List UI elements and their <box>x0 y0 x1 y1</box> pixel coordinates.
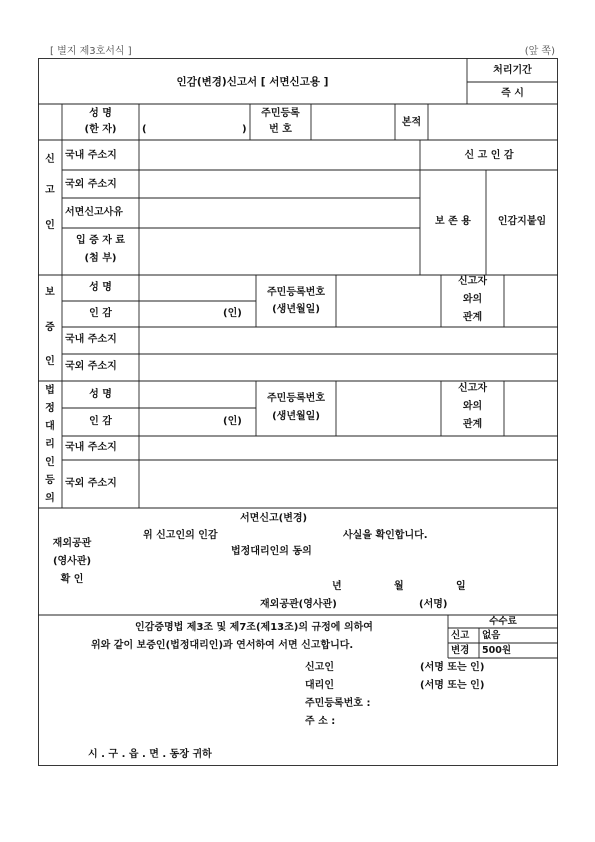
legal-rep-relation-label-3: 관계 <box>462 419 483 430</box>
consulate-sign-label: 재외공관(영사관) <box>260 599 337 610</box>
consulate-line-1: 서면신고(변경) <box>240 513 308 524</box>
reporter-name-hanja-label: (한 자) <box>84 124 117 135</box>
reporter-rrn-label-2: 번 호 <box>269 124 292 135</box>
processing-period-label: 처리기간 <box>493 65 532 76</box>
guarantor-name-label: 성 명 <box>89 282 112 293</box>
written-report-reason-label: 서면신고사유 <box>65 207 123 218</box>
processing-period-value: 즉 시 <box>501 88 524 99</box>
legal-rep-seal-mark: (인) <box>223 416 242 427</box>
evidence-docs-attach-label: (첨 부) <box>84 253 117 264</box>
reporter-group-label-1: 신 <box>45 154 55 165</box>
consulate-date-day: 일 <box>456 581 466 592</box>
guarantor-relation-label-3: 관계 <box>462 312 483 323</box>
legal-rep-name-label: 성 명 <box>89 389 112 400</box>
guarantor-rrn-label: 주민등록번호 <box>267 287 325 298</box>
legal-rep-group-label-4: 리 <box>45 439 55 450</box>
consulate-date-year: 년 <box>332 581 342 592</box>
guarantor-seal-mark: (인) <box>223 308 242 319</box>
legal-rep-group-label-7: 의 <box>45 493 55 504</box>
declaration-text-1: 인감증명법 제3조 및 제7조(제13조)의 규정에 의하여 <box>135 622 373 633</box>
signer-address-label: 주 소 : <box>305 716 336 727</box>
guarantor-relation-label-1: 신고자 <box>458 276 487 287</box>
signer-reporter-label: 신고인 <box>305 662 334 673</box>
fee-amount-report: 없음 <box>482 630 501 641</box>
consulate-line-2b: 사실을 확인합니다. <box>343 530 428 541</box>
legal-rep-group-label-5: 인 <box>45 457 55 468</box>
storage-label: 보 존 용 <box>435 216 471 227</box>
guarantor-birth-label: (생년월일) <box>272 304 320 315</box>
page-side: (앞 쪽) <box>524 46 555 57</box>
guarantor-seal-label: 인 감 <box>89 308 112 319</box>
legal-rep-birth-label: (생년월일) <box>272 411 320 422</box>
reporter-rrn-label: 주민등록 <box>261 108 300 119</box>
signer-agent-mark: (서명 또는 인) <box>420 680 485 691</box>
reporter-name-label: 성 명 <box>89 108 112 119</box>
legal-rep-relation-label-1: 신고자 <box>458 383 487 394</box>
legal-rep-seal-label: 인 감 <box>89 416 112 427</box>
consulate-date-month: 월 <box>394 581 404 592</box>
legal-rep-group-label-2: 정 <box>45 403 55 414</box>
legal-rep-relation-label-2: 와의 <box>462 401 483 412</box>
consulate-sign-mark: (서명) <box>419 599 448 610</box>
fee-type-report: 신고 <box>451 630 470 641</box>
declaration-text-2: 위와 같이 보증인(법정대리인)과 연서하여 서면 신고합니다. <box>91 640 354 651</box>
guarantor-foreign-address-label: 국외 주소지 <box>65 361 117 372</box>
name-paren-open: ( <box>142 124 147 135</box>
reporter-group-label-2: 고 <box>45 185 55 196</box>
legal-rep-foreign-address-label: 국외 주소지 <box>65 478 117 489</box>
form-frame <box>38 58 558 766</box>
consulate-label-3: 확 인 <box>60 574 84 585</box>
reporter-seal-label: 신 고 인 감 <box>464 150 514 161</box>
legal-rep-rrn-label: 주민등록번호 <box>267 393 325 404</box>
legal-rep-group-label-6: 등 <box>45 475 55 486</box>
reporter-domestic-address-label: 국내 주소지 <box>65 150 117 161</box>
addressee: 시 . 구 . 읍 . 면 . 동장 귀하 <box>88 749 212 760</box>
reporter-foreign-address-label: 국외 주소지 <box>65 179 117 190</box>
origin-label: 본적 <box>401 117 422 128</box>
fee-amount-change: 500원 <box>482 645 512 656</box>
signer-agent-label: 대리인 <box>305 680 334 691</box>
fee-title: 수수료 <box>489 616 517 627</box>
legal-rep-group-label-1: 법 <box>45 385 55 396</box>
signer-reporter-mark: (서명 또는 인) <box>420 662 485 673</box>
form-number: [ 별지 제3호서식 ] <box>50 46 132 57</box>
seal-paste-label: 인감지붙임 <box>497 216 547 227</box>
guarantor-relation-label-2: 와의 <box>462 294 483 305</box>
name-paren-close: ) <box>242 124 247 135</box>
signer-rrn-label: 주민등록번호 : <box>305 698 371 709</box>
fee-type-change: 변경 <box>451 645 470 656</box>
consulate-line-2a: 위 신고인의 인감 <box>143 530 218 541</box>
guarantor-domestic-address-label: 국내 주소지 <box>65 334 117 345</box>
guarantor-group-label-1: 보 <box>45 287 55 298</box>
reporter-group-label-3: 인 <box>45 220 55 231</box>
consulate-label-1: 재외공관 <box>52 538 92 549</box>
consulate-label-2: (영사관) <box>52 556 92 567</box>
consulate-line-3: 법정대리인의 동의 <box>231 546 312 557</box>
evidence-docs-label: 입 증 자 료 <box>75 235 126 246</box>
guarantor-group-label-3: 인 <box>45 356 55 367</box>
form-title: 인감(변경)신고서 [ 서면신고용 ] <box>176 76 329 88</box>
legal-rep-domestic-address-label: 국내 주소지 <box>65 442 117 453</box>
legal-rep-group-label-3: 대 <box>45 421 55 432</box>
guarantor-group-label-2: 증 <box>45 322 55 333</box>
